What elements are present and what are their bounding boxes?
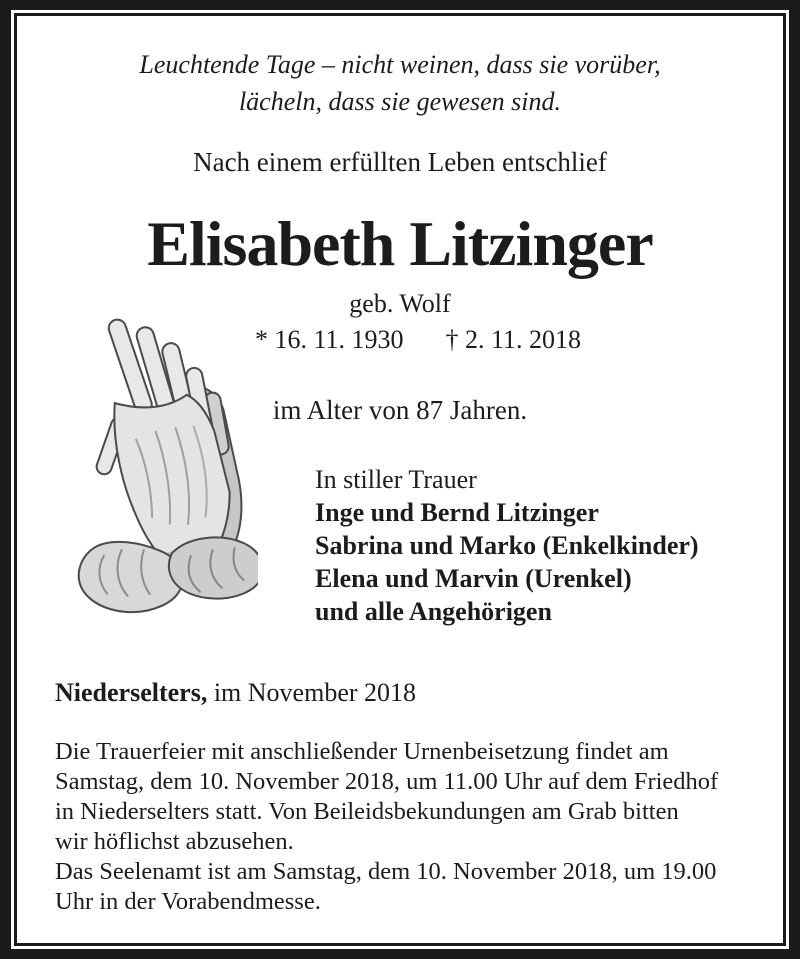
place-name: Niederselters, xyxy=(55,678,208,707)
funeral-announcement-line: Die Trauerfeier mit anschließender Urnenbeisetzung findet am xyxy=(55,738,669,765)
mourners-block xyxy=(315,463,699,628)
praying-hands-illustration xyxy=(36,310,258,622)
funeral-announcement-line: in Niederselters statt. Von Beileidsbekundungen am Grab bitten xyxy=(55,798,679,825)
mourner-name: Sabrina und Marko (Enkelkinder) xyxy=(315,531,699,560)
announcement-month: im November 2018 xyxy=(207,678,417,707)
epitaph-line-1: Leuchtende Tage – nicht weinen, dass sie vorüber, xyxy=(139,50,661,79)
mass-announcement-line: Uhr in der Vorabendmesse. xyxy=(55,888,321,915)
announcement-block xyxy=(55,737,718,917)
maiden-name: geb. Wolf xyxy=(349,289,451,318)
epitaph-quote xyxy=(0,46,800,120)
epitaph-line-2: lächeln, dass sie gewesen sind. xyxy=(238,87,562,116)
mourning-intro: In stiller Trauer xyxy=(315,465,477,494)
death-date: † 2. 11. 2018 xyxy=(445,325,582,354)
mourner-name: und alle Angehörigen xyxy=(315,597,552,626)
funeral-announcement-line: Samstag, dem 10. November 2018, um 11.00 Uhr auf dem Friedhof xyxy=(55,768,719,795)
age-line: im Alter von 87 Jahren. xyxy=(272,395,528,425)
mass-announcement-line: Das Seelenamt ist am Samstag, dem 10. November 2018, um 19.00 xyxy=(55,858,717,885)
intro-line: Nach einem erfüllten Leben entschlief xyxy=(193,147,607,177)
funeral-announcement-line: wir höflichst abzusehen. xyxy=(55,828,294,855)
deceased-name: Elisabeth Litzinger xyxy=(147,208,653,279)
mourner-name: Elena und Marvin (Urenkel) xyxy=(315,564,632,593)
birth-date: * 16. 11. 1930 xyxy=(254,325,404,354)
place-date-line xyxy=(55,678,416,708)
mourner-name: Inge und Bernd Litzinger xyxy=(315,498,599,527)
